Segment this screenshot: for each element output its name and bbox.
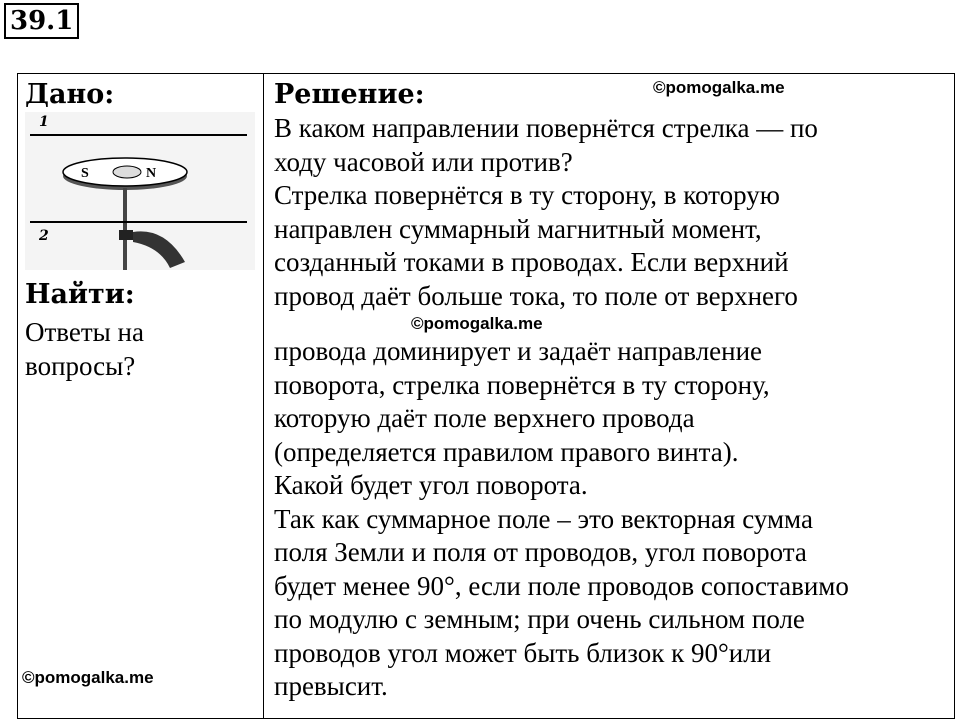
solution-line: провод даёт больше тока, то поле от верхнего: [274, 280, 798, 311]
solution-heading: Решение:: [274, 79, 425, 110]
find-line: Ответы на: [25, 317, 144, 347]
solution-line: по модулю с земным; при очень сильном поле: [274, 604, 805, 634]
given-heading: Дано:: [25, 79, 115, 110]
column-divider: [263, 74, 264, 718]
wire1-label: 1: [39, 114, 49, 130]
find-line: вопросы?: [25, 350, 136, 381]
solution-line: ходу часовой или против?: [274, 146, 573, 177]
solution-line: проводов угол может быть близок к 90°или: [274, 637, 772, 668]
solution-table: [17, 73, 955, 719]
solution-line: превысит.: [274, 671, 388, 701]
pole-n-label: N: [146, 166, 157, 181]
solution-line: поля Земли и поля от проводов, угол поворота: [274, 537, 807, 567]
solution-column: [274, 78, 954, 704]
watermark: ©pomogalka.me: [653, 78, 785, 97]
solution-line: В каком направлении повернётся стрелка — по: [274, 113, 818, 143]
wire2-label: 2: [39, 228, 49, 244]
watermark: ©pomogalka.me: [411, 314, 543, 333]
watermark: ©pomogalka.me: [22, 668, 154, 687]
problem-number: 39.1: [4, 3, 79, 39]
compass-figure: [25, 112, 260, 272]
solution-text: [274, 112, 954, 704]
solution-line: Какой будет угол поворота.: [274, 470, 588, 500]
solution-line: Стрелка повернётся в ту сторону, в которую: [274, 180, 780, 210]
solution-line: которую даёт поле верхнего провода: [274, 403, 695, 433]
pole-s-label: S: [81, 166, 89, 181]
solution-line: (определяется правилом правого винта).: [274, 436, 739, 467]
given-column: [25, 78, 260, 383]
find-heading: Найти:: [25, 279, 135, 310]
solution-line: будет менее 90°, если поле проводов сопоставимо: [274, 570, 849, 601]
solution-line: поворота, стрелка повернётся в ту сторону,: [274, 369, 770, 400]
solution-line: созданный токами в проводах. Если верхний: [274, 247, 789, 277]
compass-needle-icon: [113, 166, 141, 178]
solution-line: направлен суммарный магнитный момент,: [274, 213, 762, 244]
solution-line: провода доминирует и задаёт направление: [274, 336, 763, 366]
solution-line: Так как суммарное поле – это векторная сумма: [274, 503, 813, 534]
